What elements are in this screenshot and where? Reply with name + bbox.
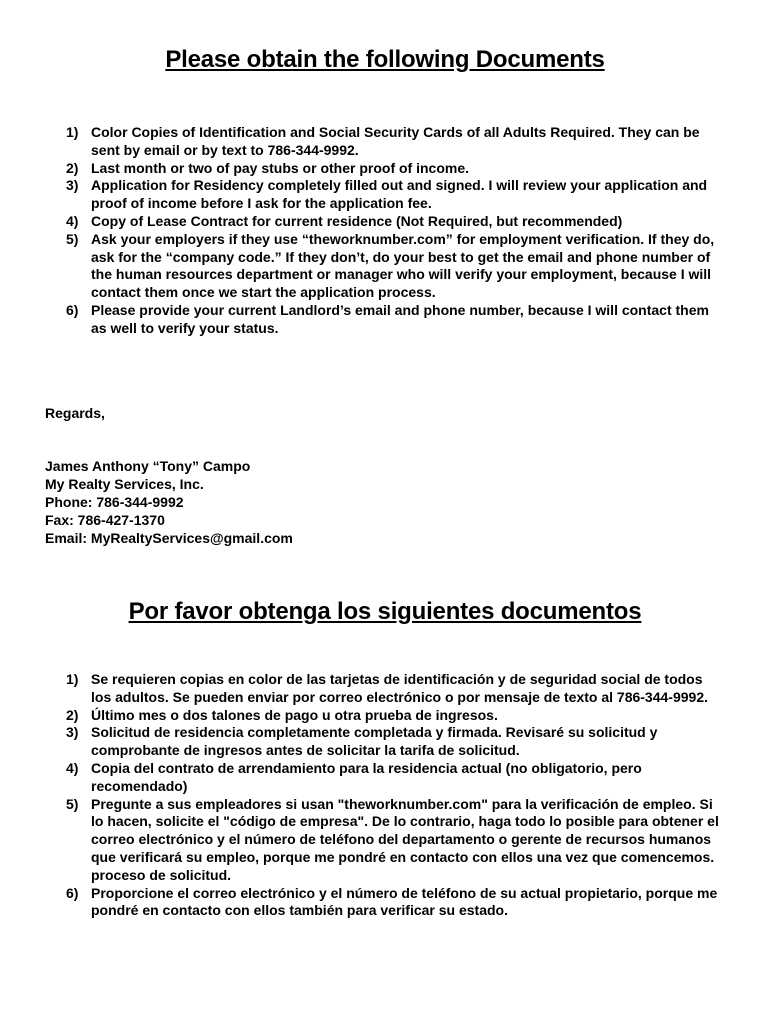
company-name: My Realty Services, Inc. xyxy=(45,476,204,492)
item-text: Please provide your current Landlord’s email and phone number, because I will contact them as well to verify your status. xyxy=(91,301,709,336)
document-list-spanish xyxy=(66,671,726,920)
list-item xyxy=(66,177,726,213)
list-item xyxy=(66,885,726,921)
signature-block xyxy=(45,457,293,547)
list-item xyxy=(66,302,726,338)
item-number: 3) xyxy=(66,177,79,194)
item-text: Ask your employers if they use “theworknumber.com” for employment verification. If they do, ask for the “company code.” If they don’t, do your best to get the email and phone number of the human resources department or manager who will verify your employment, because I will contact them once we start the application process. xyxy=(91,230,715,301)
item-number: 5) xyxy=(66,230,79,247)
item-number: 1) xyxy=(66,671,79,687)
list-item xyxy=(66,724,726,760)
list-item xyxy=(66,124,726,160)
item-text: Color Copies of Identification and Social Security Cards of all Adults Required. They can be sent by email or by text to 786-344-9992. xyxy=(91,124,700,158)
item-number: 6) xyxy=(66,884,79,901)
item-text: Último mes o dos talones de pago u otra prueba de ingresos. xyxy=(91,706,498,723)
closing-regards xyxy=(45,404,105,422)
item-text: Solicitud de residencia completamente completada y firmada. Revisaré su solicitud y comprobante de ingresos antes de solicitar la tarifa de solicitud. xyxy=(91,724,658,759)
list-item xyxy=(66,760,726,796)
item-text: Last month or two of pay stubs or other proof of income. xyxy=(91,159,469,176)
item-text: Application for Residency completely filled out and signed. I will review your application and proof of income before I ask for the application fee. xyxy=(91,177,708,212)
list-item xyxy=(66,213,726,231)
item-text: Se requieren copias en color de las tarjetas de identificación y de seguridad social de todos los adultos. Se pueden enviar por correo electrónico o por mensaje de texto al 786-344-9992. xyxy=(91,671,708,705)
item-text: Proporcione el correo electrónico y el número de teléfono de su actual propietario, porque me pondré en contacto con ellos también para verificar su estado. xyxy=(91,884,718,919)
item-number: 2) xyxy=(66,706,79,723)
item-number: 4) xyxy=(66,212,79,229)
list-item xyxy=(66,160,726,178)
signer-name: James Anthony “Tony” Campo xyxy=(45,458,251,474)
item-text: Copy of Lease Contract for current residence (Not Required, but recommended) xyxy=(91,212,623,229)
item-number: 2) xyxy=(66,159,79,176)
list-item xyxy=(66,231,726,302)
item-number: 1) xyxy=(66,124,79,140)
regards-text: Regards, xyxy=(45,405,105,421)
phone-line: Phone: 786-344-9992 xyxy=(45,494,184,510)
list-item xyxy=(66,796,726,885)
list-item xyxy=(66,707,726,725)
item-number: 6) xyxy=(66,301,79,318)
item-number: 5) xyxy=(66,795,79,812)
item-text: Copia del contrato de arrendamiento para la residencia actual (no obligatorio, pero recomendado) xyxy=(91,759,642,794)
page-title-spanish: Por favor obtenga los siguientes documentos xyxy=(128,598,642,625)
document-list-english xyxy=(66,124,726,338)
fax-line: Fax: 786-427-1370 xyxy=(45,512,165,528)
item-number: 4) xyxy=(66,759,79,776)
item-number: 3) xyxy=(66,724,79,741)
page-title-english: Please obtain the following Documents xyxy=(165,46,605,73)
list-item xyxy=(66,671,726,707)
item-text: Pregunte a sus empleadores si usan "theworknumber.com" para la verificación de empleo. Si lo hacen, solicite el "código de empresa". De lo contrario, haga todo lo posible para obtener el correo electrónico y el número de teléfono del departamento o gerente de recursos humanos que verificará su empleo, porque me pondré en contacto con ellos una vez que comencemos. proceso de solicitud. xyxy=(91,795,719,883)
email-line: Email: MyRealtyServices@gmail.com xyxy=(45,530,293,546)
